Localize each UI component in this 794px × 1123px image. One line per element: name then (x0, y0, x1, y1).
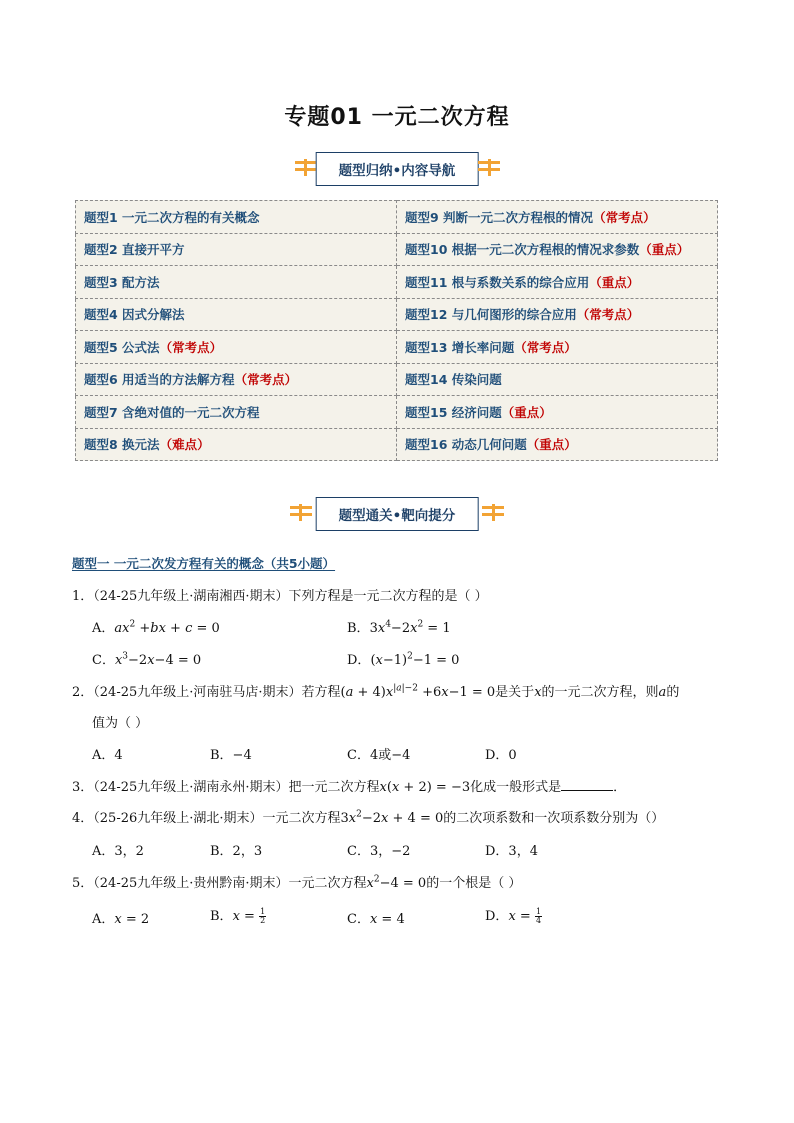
toc-item-label: 题型15 经济问题 (405, 404, 502, 420)
q2-option-b: B．−4 (210, 748, 252, 763)
question-3-stem: 3．（24-25九年级上·湖南永州·期末）把一元二次方程x(x + 2) = −3化成一般形式是 ． (72, 780, 627, 795)
toc-item-right[interactable] (397, 266, 718, 299)
toc-item-tag: （常考点） (159, 339, 223, 355)
q1-option-b: B．$3x^4-2x^2 = 1$ (347, 619, 451, 636)
question-2-stem: 2．（24-25九年级上·河南驻马店·期末）若方程$(a + 4)x^{|a|-2} +6x-1 = 0$是关于x的一元二次方程，则a的 (72, 683, 680, 700)
toc-row (76, 233, 718, 266)
toc-item-label: 题型2 直接开平方 (84, 242, 185, 258)
toc-item-right[interactable] (397, 363, 718, 396)
toc-item-left[interactable] (76, 266, 397, 299)
toc-item-tag: （常考点） (593, 209, 656, 225)
toc-row (76, 331, 718, 364)
ornament-left-icon (295, 159, 317, 177)
toc-table (75, 200, 718, 461)
toc-item-left[interactable] (76, 363, 397, 396)
section-heading: 题型一 一元二次发方程有关的概念（共5小题） (72, 556, 336, 571)
q4-option-c: C．3，−2 (347, 844, 411, 859)
answer-blank[interactable] (561, 778, 613, 791)
question-1-stem: 1．（24-25九年级上·湖南湘西·期末）下列方程是一元二次方程的是（ ） (72, 589, 488, 604)
toc-item-right[interactable] (397, 201, 718, 234)
toc-item-left[interactable] (76, 331, 397, 364)
toc-row (76, 396, 718, 429)
toc-row (76, 298, 718, 331)
toc-item-tag: （重点） (639, 242, 690, 258)
toc-item-tag: （常考点） (576, 307, 640, 323)
toc-item-left[interactable] (76, 396, 397, 429)
toc-item-tag: （重点） (526, 437, 577, 453)
q4-option-d: D．3，4 (485, 844, 538, 859)
q2-option-d: D．0 (485, 748, 517, 763)
q5-option-d: D．x = $\frac{1}{4}$ (485, 907, 542, 925)
toc-row (76, 363, 718, 396)
toc-item-tag: （常考点） (514, 339, 577, 355)
toc-item-label: 题型11 根与系数关系的综合应用 (405, 274, 590, 290)
toc-row (76, 428, 718, 461)
q5-option-b: B．x = $\frac{1}{2}$ (210, 907, 266, 925)
toc-item-label: 题型14 传染问题 (405, 372, 502, 388)
toc-item-tag: （常考点） (234, 372, 298, 388)
toc-item-label: 题型5 公式法 (84, 339, 160, 355)
toc-item-tag: （重点） (501, 404, 552, 420)
toc-item-label: 题型4 因式分解法 (84, 307, 185, 323)
ornament-right-icon (482, 504, 504, 522)
banner-label: 题型通关•靶向提分 (316, 497, 479, 531)
toc-row (76, 266, 718, 299)
q5-option-a: A．x = 2 (92, 912, 150, 927)
ornament-right-icon (478, 159, 500, 177)
toc-item-right[interactable] (397, 298, 718, 331)
toc-item-label: 题型1 一元二次方程的有关概念 (84, 209, 260, 225)
toc-item-left[interactable] (76, 428, 397, 461)
q1-option-d: D．$(x-1)^2-1 = 0$ (347, 651, 460, 668)
q2-option-c: C．4或−4 (347, 748, 411, 763)
toc-item-right[interactable] (397, 428, 718, 461)
toc-item-left[interactable] (76, 201, 397, 234)
toc-item-label: 题型10 根据一元二次方程根的情况求参数 (405, 242, 640, 258)
toc-item-label: 题型8 换元法 (84, 437, 160, 453)
toc-item-right[interactable] (397, 331, 718, 364)
toc-item-right[interactable] (397, 396, 718, 429)
toc-item-label: 题型13 增长率问题 (405, 339, 515, 355)
toc-item-label: 题型3 配方法 (84, 274, 160, 290)
toc-item-label: 题型7 含绝对值的一元二次方程 (84, 404, 260, 420)
banner-label: 题型归纳•内容导航 (316, 152, 479, 186)
toc-item-right[interactable] (397, 233, 718, 266)
toc-item-left[interactable] (76, 233, 397, 266)
ornament-left-icon (290, 504, 312, 522)
toc-row (76, 201, 718, 234)
toc-item-tag: （难点） (159, 437, 210, 453)
question-4-stem: 4．（25-26九年级上·湖北·期末）一元二次方程$3x^2-2x + 4 = 0$的二次项系数和一次项系数分别为（） (72, 809, 665, 826)
question-2-stem-line2: 值为（ ） (92, 716, 149, 731)
toc-item-tag: （重点） (589, 274, 640, 290)
q5-option-c: C．x = 4 (347, 912, 405, 927)
toc-item-label: 题型9 判断一元二次方程根的情况 (405, 209, 594, 225)
q1-option-c: C．$x^3-2x-4 = 0$ (92, 651, 202, 668)
banner-content-nav (0, 152, 794, 192)
toc-item-label: 题型12 与几何图形的综合应用 (405, 307, 577, 323)
q2-option-a: A．4 (92, 748, 123, 763)
toc-item-left[interactable] (76, 298, 397, 331)
q4-option-b: B．2，3 (210, 844, 263, 859)
page-title: 专题01 一元二次方程 (284, 105, 510, 130)
toc-item-label: 题型6 用适当的方法解方程 (84, 372, 235, 388)
banner-practice (0, 497, 794, 537)
toc-item-label: 题型16 动态几何问题 (405, 437, 527, 453)
q1-option-a: A．$ax^2 +bx + c = 0$ (92, 619, 220, 636)
question-5-stem: 5．（24-25九年级上·贵州黔南·期末）一元二次方程$x^2-4 = 0$的一个根是（ ） (72, 874, 522, 891)
q4-option-a: A．3，2 (92, 844, 144, 859)
